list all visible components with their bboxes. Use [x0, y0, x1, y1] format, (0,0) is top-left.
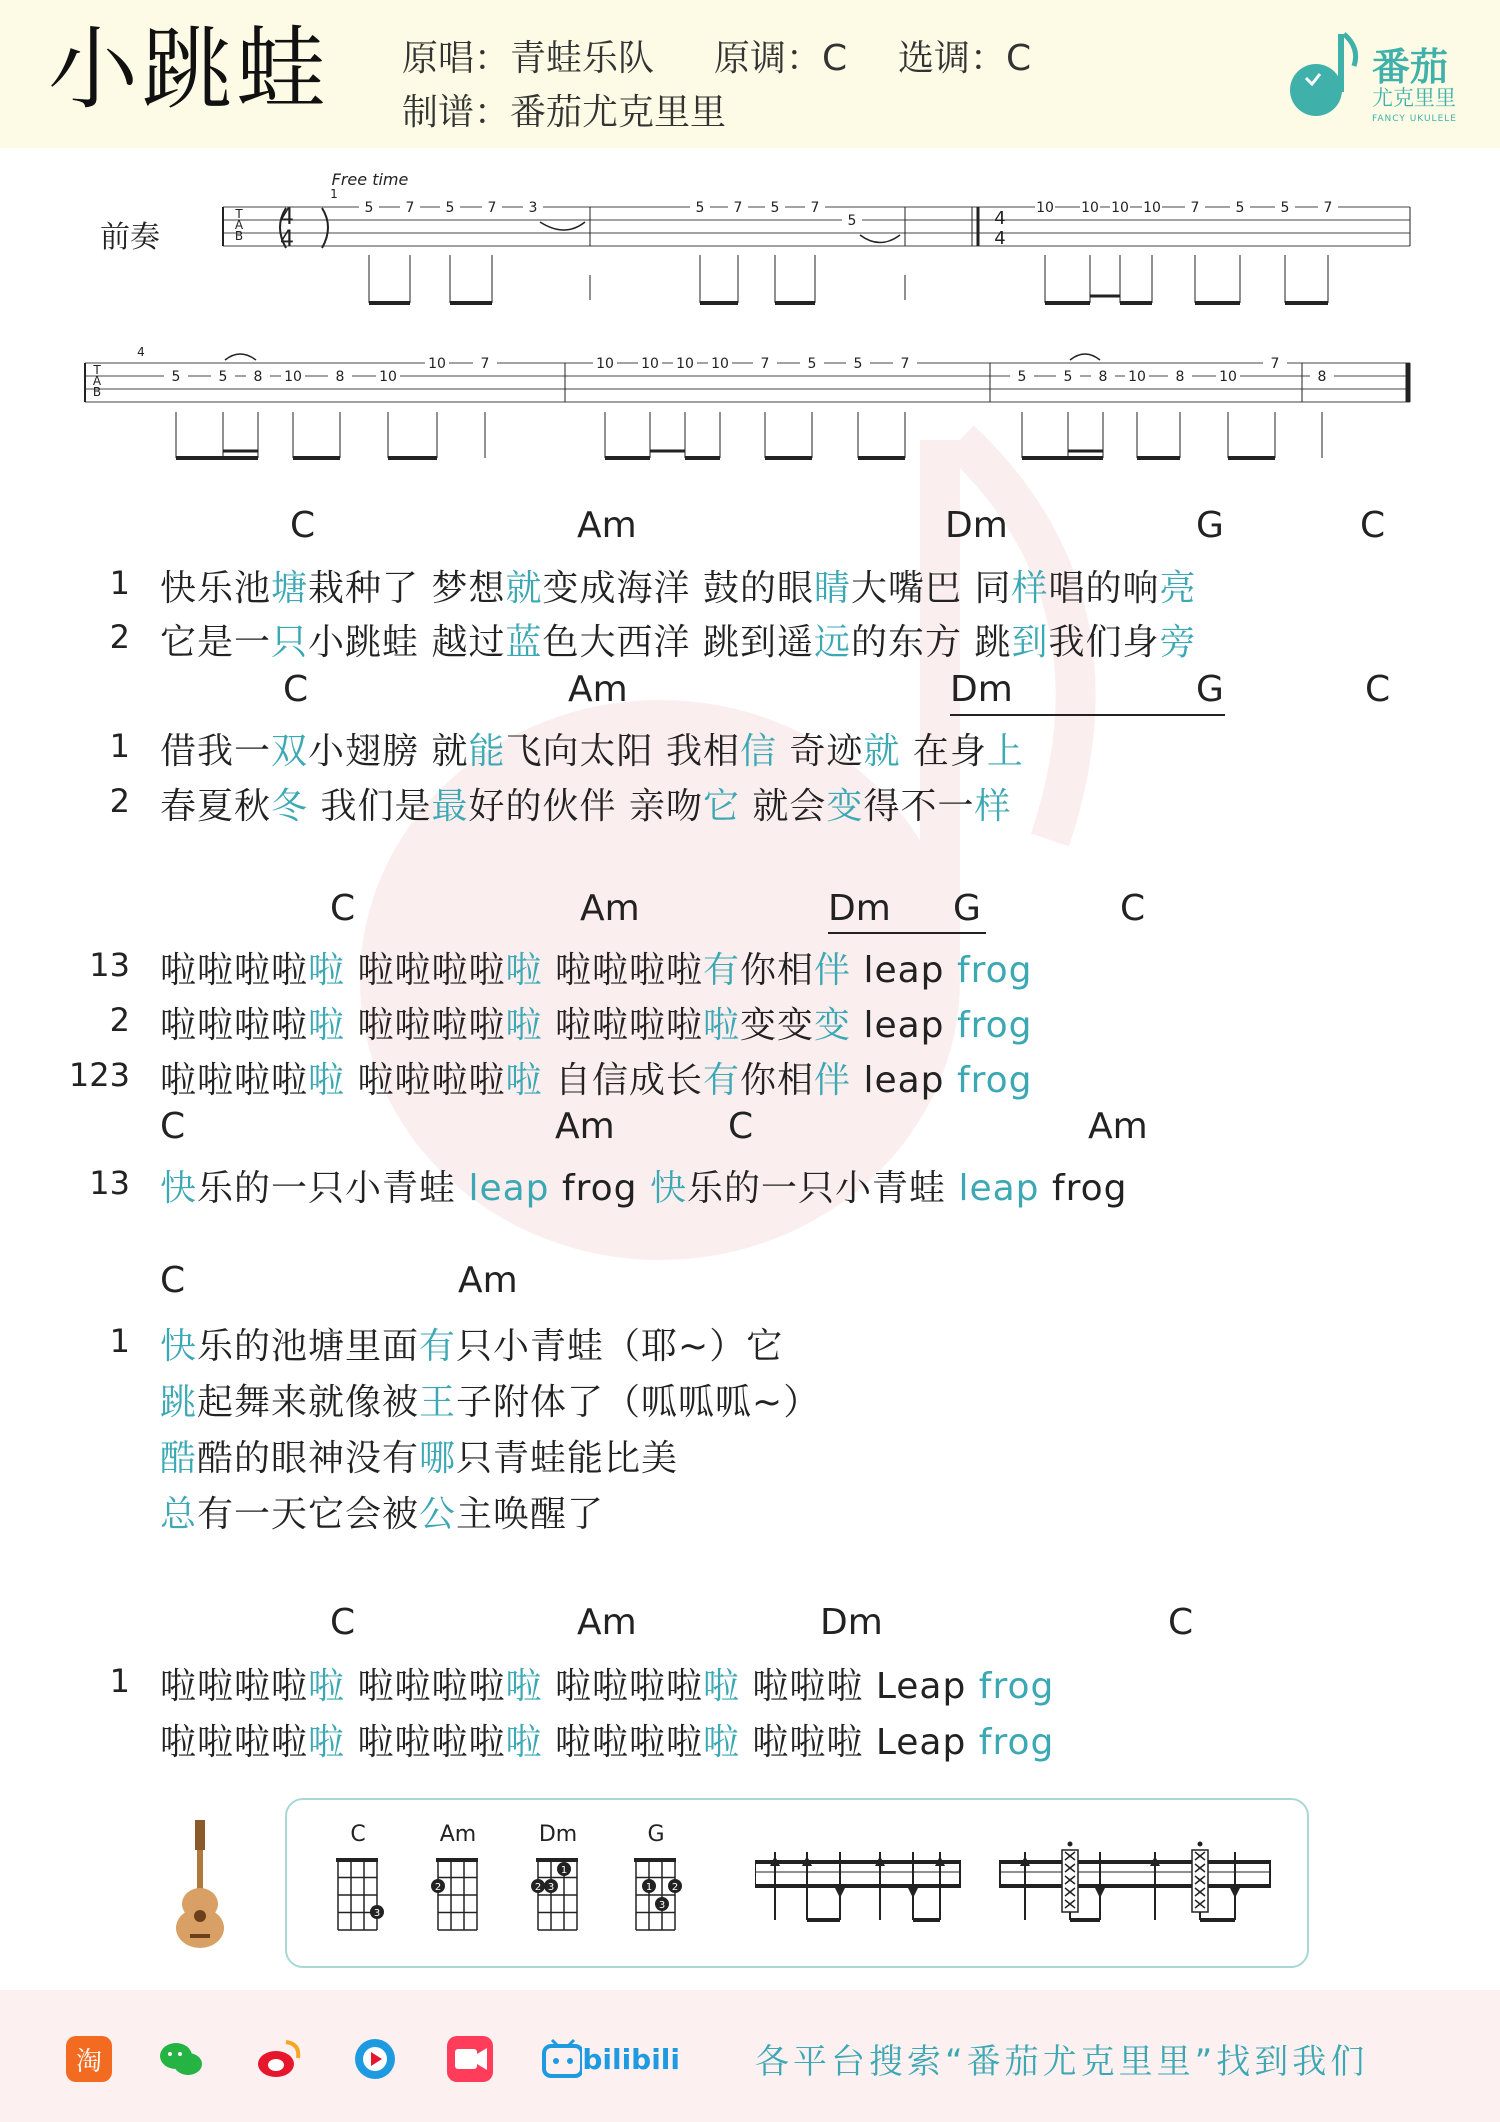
tab-fret-number: 5	[853, 356, 863, 372]
chord-symbol: Am	[577, 505, 637, 546]
chord-symbol: Am	[555, 1106, 615, 1147]
tab-fret-number: 7	[1323, 200, 1333, 216]
logo-en: FANCY UKULELE	[1372, 114, 1457, 124]
tab-fret-number: 5	[695, 200, 705, 216]
svg-text:3: 3	[373, 1908, 381, 1919]
lyric-text: 飞向太阳	[505, 731, 654, 772]
chord-symbol: C	[330, 888, 356, 929]
lyric-line	[160, 1658, 1054, 1709]
lyric-text: 色大西洋	[542, 622, 691, 663]
video-icon[interactable]	[447, 2036, 493, 2082]
watermark-note-icon	[330, 420, 1150, 1280]
tie	[1070, 354, 1100, 360]
lyric-text: 梦想	[419, 568, 506, 609]
lyric-highlight: 远	[813, 622, 851, 663]
lyric-line	[160, 997, 1033, 1048]
paren-right	[322, 208, 328, 248]
lyric-text: 啦啦啦啦	[345, 1666, 506, 1707]
tab-fret-number: 8	[335, 369, 345, 385]
lyric-line	[160, 560, 1197, 611]
lyric-line	[160, 1374, 820, 1425]
tab-fret-number: 5	[1063, 369, 1073, 385]
tab-fret-number: 10	[676, 356, 694, 372]
tab-fret-number: 7	[405, 200, 415, 216]
lyric-highlight: 啦	[308, 1060, 346, 1101]
line-number: 123	[68, 1056, 130, 1094]
chord-diagram	[320, 1850, 400, 1940]
tab-fret-number: 7	[733, 200, 743, 216]
tab-fret-number: 5	[218, 369, 228, 385]
tab-fret-number: 5	[807, 356, 817, 372]
tab-fret-number: 7	[487, 200, 497, 216]
svg-text:1: 1	[645, 1882, 653, 1893]
chord-symbol: C	[1120, 888, 1146, 929]
tab-clef-letter: B	[92, 385, 102, 399]
lyric-text: 大嘴巴	[851, 568, 963, 609]
lyric-text: 乐的一只小青蛙	[197, 1168, 469, 1209]
lyric-highlight: 就	[505, 568, 543, 609]
chord-symbol: Dm	[820, 1602, 883, 1643]
weibo-icon[interactable]	[256, 2036, 302, 2082]
lyric-text: 小跳蛙	[308, 622, 420, 663]
tab-fret-number: 7	[480, 356, 490, 372]
lyric-text: 有一天它会被	[197, 1494, 420, 1535]
time-sig-top: 4	[994, 208, 1006, 229]
chord-diagram-name: Dm	[538, 1822, 578, 1847]
tab-fret-number: 10	[641, 356, 659, 372]
lyric-text: 主唤醒了	[456, 1494, 605, 1535]
lyric-highlight: 跳	[160, 1382, 198, 1423]
ukulele-icon	[168, 1820, 232, 1950]
lyric-highlight: leap	[468, 1168, 550, 1209]
tab-fret-number: 5	[171, 369, 181, 385]
chord-diagram	[520, 1850, 600, 1940]
chord-symbol: Am	[1088, 1106, 1148, 1147]
lyric-text: 啦啦啦啦	[160, 1060, 309, 1101]
lyric-text: 啦啦啦啦	[345, 950, 506, 991]
tab-fret-number: 7	[810, 200, 820, 216]
lyric-highlight: 有	[702, 1060, 740, 1101]
tab-fret-number: 7	[1190, 200, 1200, 216]
line-number: 13	[89, 946, 130, 984]
lyric-text: 啦啦啦啦	[542, 950, 703, 991]
lyric-text: 啦啦啦	[739, 1666, 876, 1707]
tab-fret-number: 10	[711, 356, 729, 372]
lyric-text: 啦啦啦啦	[542, 1005, 703, 1046]
lyric-highlight: 快	[160, 1326, 198, 1367]
lyric-text: 啦啦啦啦	[160, 1666, 309, 1707]
tab-fret-number: 10	[379, 369, 397, 385]
svg-text:3: 3	[547, 1882, 555, 1893]
svg-text:2: 2	[671, 1882, 679, 1893]
lyric-highlight: 啦	[505, 1005, 543, 1046]
lyric-highlight: 冬	[271, 786, 309, 827]
lyric-highlight: 啦	[505, 1060, 543, 1101]
lyric-text: Leap	[875, 1722, 979, 1763]
lyric-text: 你相	[739, 1060, 814, 1101]
free-time-label: Free time	[331, 170, 409, 189]
lyric-text: 的东方	[851, 622, 963, 663]
line-number: 1	[109, 564, 130, 602]
lyric-text: Leap	[875, 1666, 979, 1707]
lyric-text: 同	[962, 568, 1012, 609]
lyric-highlight: 啦	[308, 1005, 346, 1046]
lyric-text: 起舞来就像被	[197, 1382, 420, 1423]
music-icon[interactable]	[352, 2036, 398, 2082]
lyric-text: 春夏秋	[160, 786, 272, 827]
lyric-highlight: 能	[468, 731, 506, 772]
line-number: 1	[109, 727, 130, 765]
lyric-highlight: 有	[702, 950, 740, 991]
lyric-highlight: frog	[978, 1666, 1055, 1707]
tab-fret-number: 5	[847, 213, 857, 229]
lyric-highlight: 啦	[308, 950, 346, 991]
chord-symbol: G	[953, 888, 981, 929]
lyric-highlight: 变	[826, 786, 864, 827]
tab-fret-number: 5	[770, 200, 780, 216]
lyric-highlight: 啦	[702, 1722, 740, 1763]
tab-fret-number: 10	[1128, 369, 1146, 385]
svg-text:2: 2	[434, 1882, 442, 1893]
lyric-text: 跳到遥	[690, 622, 814, 663]
lyric-text: 我们身	[1048, 622, 1160, 663]
lyric-highlight: 最	[431, 786, 469, 827]
lyric-text: 好的伙伴	[468, 786, 617, 827]
tie	[540, 222, 585, 230]
lyric-line	[160, 1160, 1128, 1211]
lyric-highlight: 样	[1011, 568, 1049, 609]
tab-fret-number: 7	[900, 356, 910, 372]
lyric-text: 变变	[739, 1005, 814, 1046]
tab-fret-number: 5	[1280, 200, 1290, 216]
line-number: 2	[109, 782, 130, 820]
tab-fret-number: 5	[364, 200, 374, 216]
lyric-highlight: 啦	[308, 1722, 346, 1763]
lyric-text: 它是一	[160, 622, 272, 663]
lyric-text: 啦啦啦啦	[160, 950, 309, 991]
lyric-highlight: frog	[978, 1722, 1055, 1763]
lyric-highlight: 上	[986, 731, 1024, 772]
chord-symbol: C	[160, 1260, 186, 1301]
lyric-text: 啦啦啦啦	[542, 1666, 703, 1707]
tab-fret-number: 8	[1098, 369, 1108, 385]
chord-symbol: C	[1168, 1602, 1194, 1643]
tab-fret-number: 10	[596, 356, 614, 372]
chord-symbol: Am	[577, 1602, 637, 1643]
lyric-highlight: leap	[958, 1168, 1040, 1209]
tab-clef-letter: B	[234, 229, 244, 243]
lyric-highlight: 伴	[813, 1060, 851, 1101]
lyric-text: 唱的响	[1048, 568, 1160, 609]
lyric-highlight: 有	[419, 1326, 457, 1367]
lyric-text: frog	[549, 1168, 650, 1209]
lyric-highlight: 它	[702, 786, 740, 827]
measure-number: 4	[137, 345, 145, 359]
strum-patterns	[755, 1840, 1275, 1940]
lyric-text: 啦啦啦	[739, 1722, 876, 1763]
lyric-highlight: 公	[419, 1494, 457, 1535]
original-key: 原调：C	[714, 38, 848, 79]
lyric-text: 你相	[739, 950, 814, 991]
tab-clef-letter: A	[92, 374, 102, 388]
lyric-text: leap	[851, 1005, 957, 1046]
lyric-highlight: 哪	[419, 1438, 457, 1479]
lyric-highlight: 啦	[505, 1722, 543, 1763]
lyric-text: 乐的池塘里面	[197, 1326, 420, 1367]
lyric-text: 我相	[653, 731, 740, 772]
tab-fret-number: 8	[1317, 369, 1327, 385]
chord-diagram-name: Am	[439, 1822, 477, 1847]
chord-symbol: G	[1196, 669, 1224, 710]
chord-symbol: C	[330, 1602, 356, 1643]
svg-text:2: 2	[534, 1882, 542, 1893]
tab-clef-letter: A	[234, 218, 244, 232]
chord-symbol: G	[1196, 505, 1224, 546]
lyric-line	[160, 1052, 1033, 1103]
chord-symbol: Am	[580, 888, 640, 929]
tab-fret-number: 8	[253, 369, 263, 385]
lyric-highlight: frog	[956, 1060, 1033, 1101]
lyric-text: 啦啦啦啦	[160, 1005, 309, 1046]
lyric-highlight: 变	[813, 1005, 851, 1046]
time-sig-bottom: 4	[280, 227, 294, 252]
tab-fret-number: 10	[1111, 200, 1129, 216]
lyric-line	[160, 723, 1024, 774]
lyric-highlight: 伴	[813, 950, 851, 991]
lyric-text: 栽种了	[308, 568, 420, 609]
lyric-text: 越过	[419, 622, 506, 663]
chord-symbol: C	[290, 505, 316, 546]
lyric-text: 我们是	[308, 786, 432, 827]
lyric-highlight: 快	[160, 1168, 198, 1209]
tab-clef-letter: T	[235, 207, 243, 221]
chord-symbol: C	[1360, 505, 1386, 546]
lyric-highlight: 到	[1011, 622, 1049, 663]
lyric-text: 变成海洋	[542, 568, 691, 609]
chord-diagram	[618, 1850, 698, 1940]
lyric-highlight: 样	[974, 786, 1012, 827]
lyric-text: 酷的眼神没有	[197, 1438, 420, 1479]
lyric-highlight: 蓝	[505, 622, 543, 663]
lyric-text: 啦啦啦啦	[542, 1722, 703, 1763]
chord-symbol: Dm	[828, 888, 891, 929]
measure-number: 1	[330, 187, 338, 201]
lyric-text: 乐的一只小青蛙	[687, 1168, 959, 1209]
tab-clef-letter: T	[93, 363, 101, 377]
lyric-highlight: 酷	[160, 1438, 198, 1479]
intro-label: 前奏	[100, 220, 160, 255]
lyric-line	[160, 1486, 604, 1537]
tab-fret-number: 7	[760, 356, 770, 372]
chord-diagram-name: C	[350, 1822, 366, 1847]
lyric-line	[160, 942, 1033, 993]
arranger: 制谱：番茄尤克里里	[402, 92, 727, 133]
tab-fret-number: 10	[284, 369, 302, 385]
lyric-highlight: 啦	[505, 1666, 543, 1707]
chord-symbol: C	[160, 1106, 186, 1147]
lyric-text: 只小青蛙（耶~）它	[456, 1326, 784, 1367]
chord-diagram	[420, 1850, 500, 1940]
bilibili-icon[interactable]	[540, 2036, 680, 2082]
lyric-text: leap	[851, 1060, 957, 1101]
chord-symbol: Dm	[950, 669, 1013, 710]
lyric-text: 啦啦啦啦	[345, 1722, 506, 1763]
lyric-highlight: 王	[419, 1382, 457, 1423]
taobao-icon[interactable]: 淘	[66, 2036, 112, 2082]
lyric-highlight: 只	[271, 622, 309, 663]
lyric-text: leap	[851, 950, 957, 991]
lyric-highlight: frog	[956, 950, 1033, 991]
lyric-text: 啦啦啦啦	[345, 1060, 506, 1101]
lyric-highlight: frog	[956, 1005, 1033, 1046]
time-sig-top: 4	[280, 205, 294, 230]
chord-symbol: Am	[568, 669, 628, 710]
lyric-highlight: 总	[160, 1494, 198, 1535]
chord-symbol: Dm	[945, 505, 1008, 546]
time-sig-bottom: 4	[994, 228, 1006, 249]
line-number: 13	[89, 1164, 130, 1202]
song-title: 小跳蛙	[48, 17, 330, 122]
chord-symbol: C	[728, 1106, 754, 1147]
chosen-key: 选调：C	[898, 38, 1032, 79]
lyric-text: 就会	[739, 786, 827, 827]
chord-span-line	[828, 932, 986, 934]
logo-sub: 尤克里里	[1372, 86, 1456, 110]
tab-fret-number: 10	[1143, 200, 1161, 216]
lyric-text: 就	[419, 731, 469, 772]
lyric-highlight: 亮	[1159, 568, 1197, 609]
chord-diagram-name: G	[647, 1822, 665, 1847]
tab-fret-number: 10	[1081, 200, 1099, 216]
svg-text:1: 1	[560, 1865, 568, 1876]
tab-fret-number: 3	[528, 200, 538, 216]
chord-symbol: C	[283, 669, 309, 710]
lyric-line	[160, 1714, 1054, 1765]
lyric-text: 借我一	[160, 731, 272, 772]
lyric-text: 自信成长	[542, 1060, 703, 1101]
chord-symbol: C	[1365, 669, 1391, 710]
lyric-highlight: 就	[863, 731, 901, 772]
lyric-text: frog	[1039, 1168, 1128, 1209]
line-number: 1	[109, 1322, 130, 1360]
tab-fret-number: 10	[1219, 369, 1237, 385]
lyric-highlight: 睛	[813, 568, 851, 609]
lyric-highlight: 快	[649, 1168, 687, 1209]
tab-fret-number: 10	[1036, 200, 1054, 216]
lyric-text: 鼓的眼	[690, 568, 814, 609]
lyric-line	[160, 614, 1197, 665]
line-number: 2	[109, 1001, 130, 1039]
chord-symbol: Am	[458, 1260, 518, 1301]
lyric-highlight: 啦	[702, 1666, 740, 1707]
lyric-text: 小翅膀	[308, 731, 420, 772]
tablature	[0, 160, 1500, 460]
logo-cn: 番茄	[1372, 45, 1449, 89]
lyric-text: 在身	[900, 731, 987, 772]
lyric-highlight: 旁	[1159, 622, 1197, 663]
bilibili-label: bilibili	[582, 2042, 680, 2076]
tie	[860, 235, 900, 243]
lyric-line	[160, 1318, 783, 1369]
lyric-highlight: 双	[271, 731, 309, 772]
lyric-highlight: 啦	[308, 1666, 346, 1707]
lyric-line	[160, 778, 1011, 829]
lyric-text: 得不一	[863, 786, 975, 827]
line-number: 2	[109, 618, 130, 656]
lyric-text: 亲吻	[616, 786, 703, 827]
tab-fret-number: 7	[1270, 356, 1280, 372]
tie	[225, 354, 256, 360]
line-number: 1	[109, 1662, 130, 1700]
lyric-text: 啦啦啦啦	[345, 1005, 506, 1046]
wechat-icon[interactable]	[158, 2036, 204, 2082]
lyric-text: 跳	[962, 622, 1012, 663]
chord-span-line	[950, 714, 1225, 716]
lyric-text: 奇迹	[777, 731, 864, 772]
svg-text:3: 3	[658, 1900, 666, 1911]
lyric-highlight: 信	[739, 731, 777, 772]
lyric-text: 啦啦啦啦	[160, 1722, 309, 1763]
lyric-text: 子附体了（呱呱呱~）	[456, 1382, 821, 1423]
lyric-highlight: 啦	[505, 950, 543, 991]
tab-fret-number: 5	[1235, 200, 1245, 216]
footer-search-text: 各平台搜索“番茄尤克里里”找到我们	[755, 2042, 1369, 2082]
lyric-highlight: 啦	[702, 1005, 740, 1046]
original-singer: 原唱：青蛙乐队	[402, 38, 655, 79]
tab-fret-number: 5	[445, 200, 455, 216]
lyric-highlight: 塘	[271, 568, 309, 609]
lyric-text: 只青蛙能比美	[456, 1438, 679, 1479]
lyric-line	[160, 1430, 678, 1481]
tab-fret-number: 8	[1175, 369, 1185, 385]
tab-fret-number: 5	[1017, 369, 1027, 385]
lyric-text: 快乐池	[160, 568, 272, 609]
tab-fret-number: 10	[428, 356, 446, 372]
